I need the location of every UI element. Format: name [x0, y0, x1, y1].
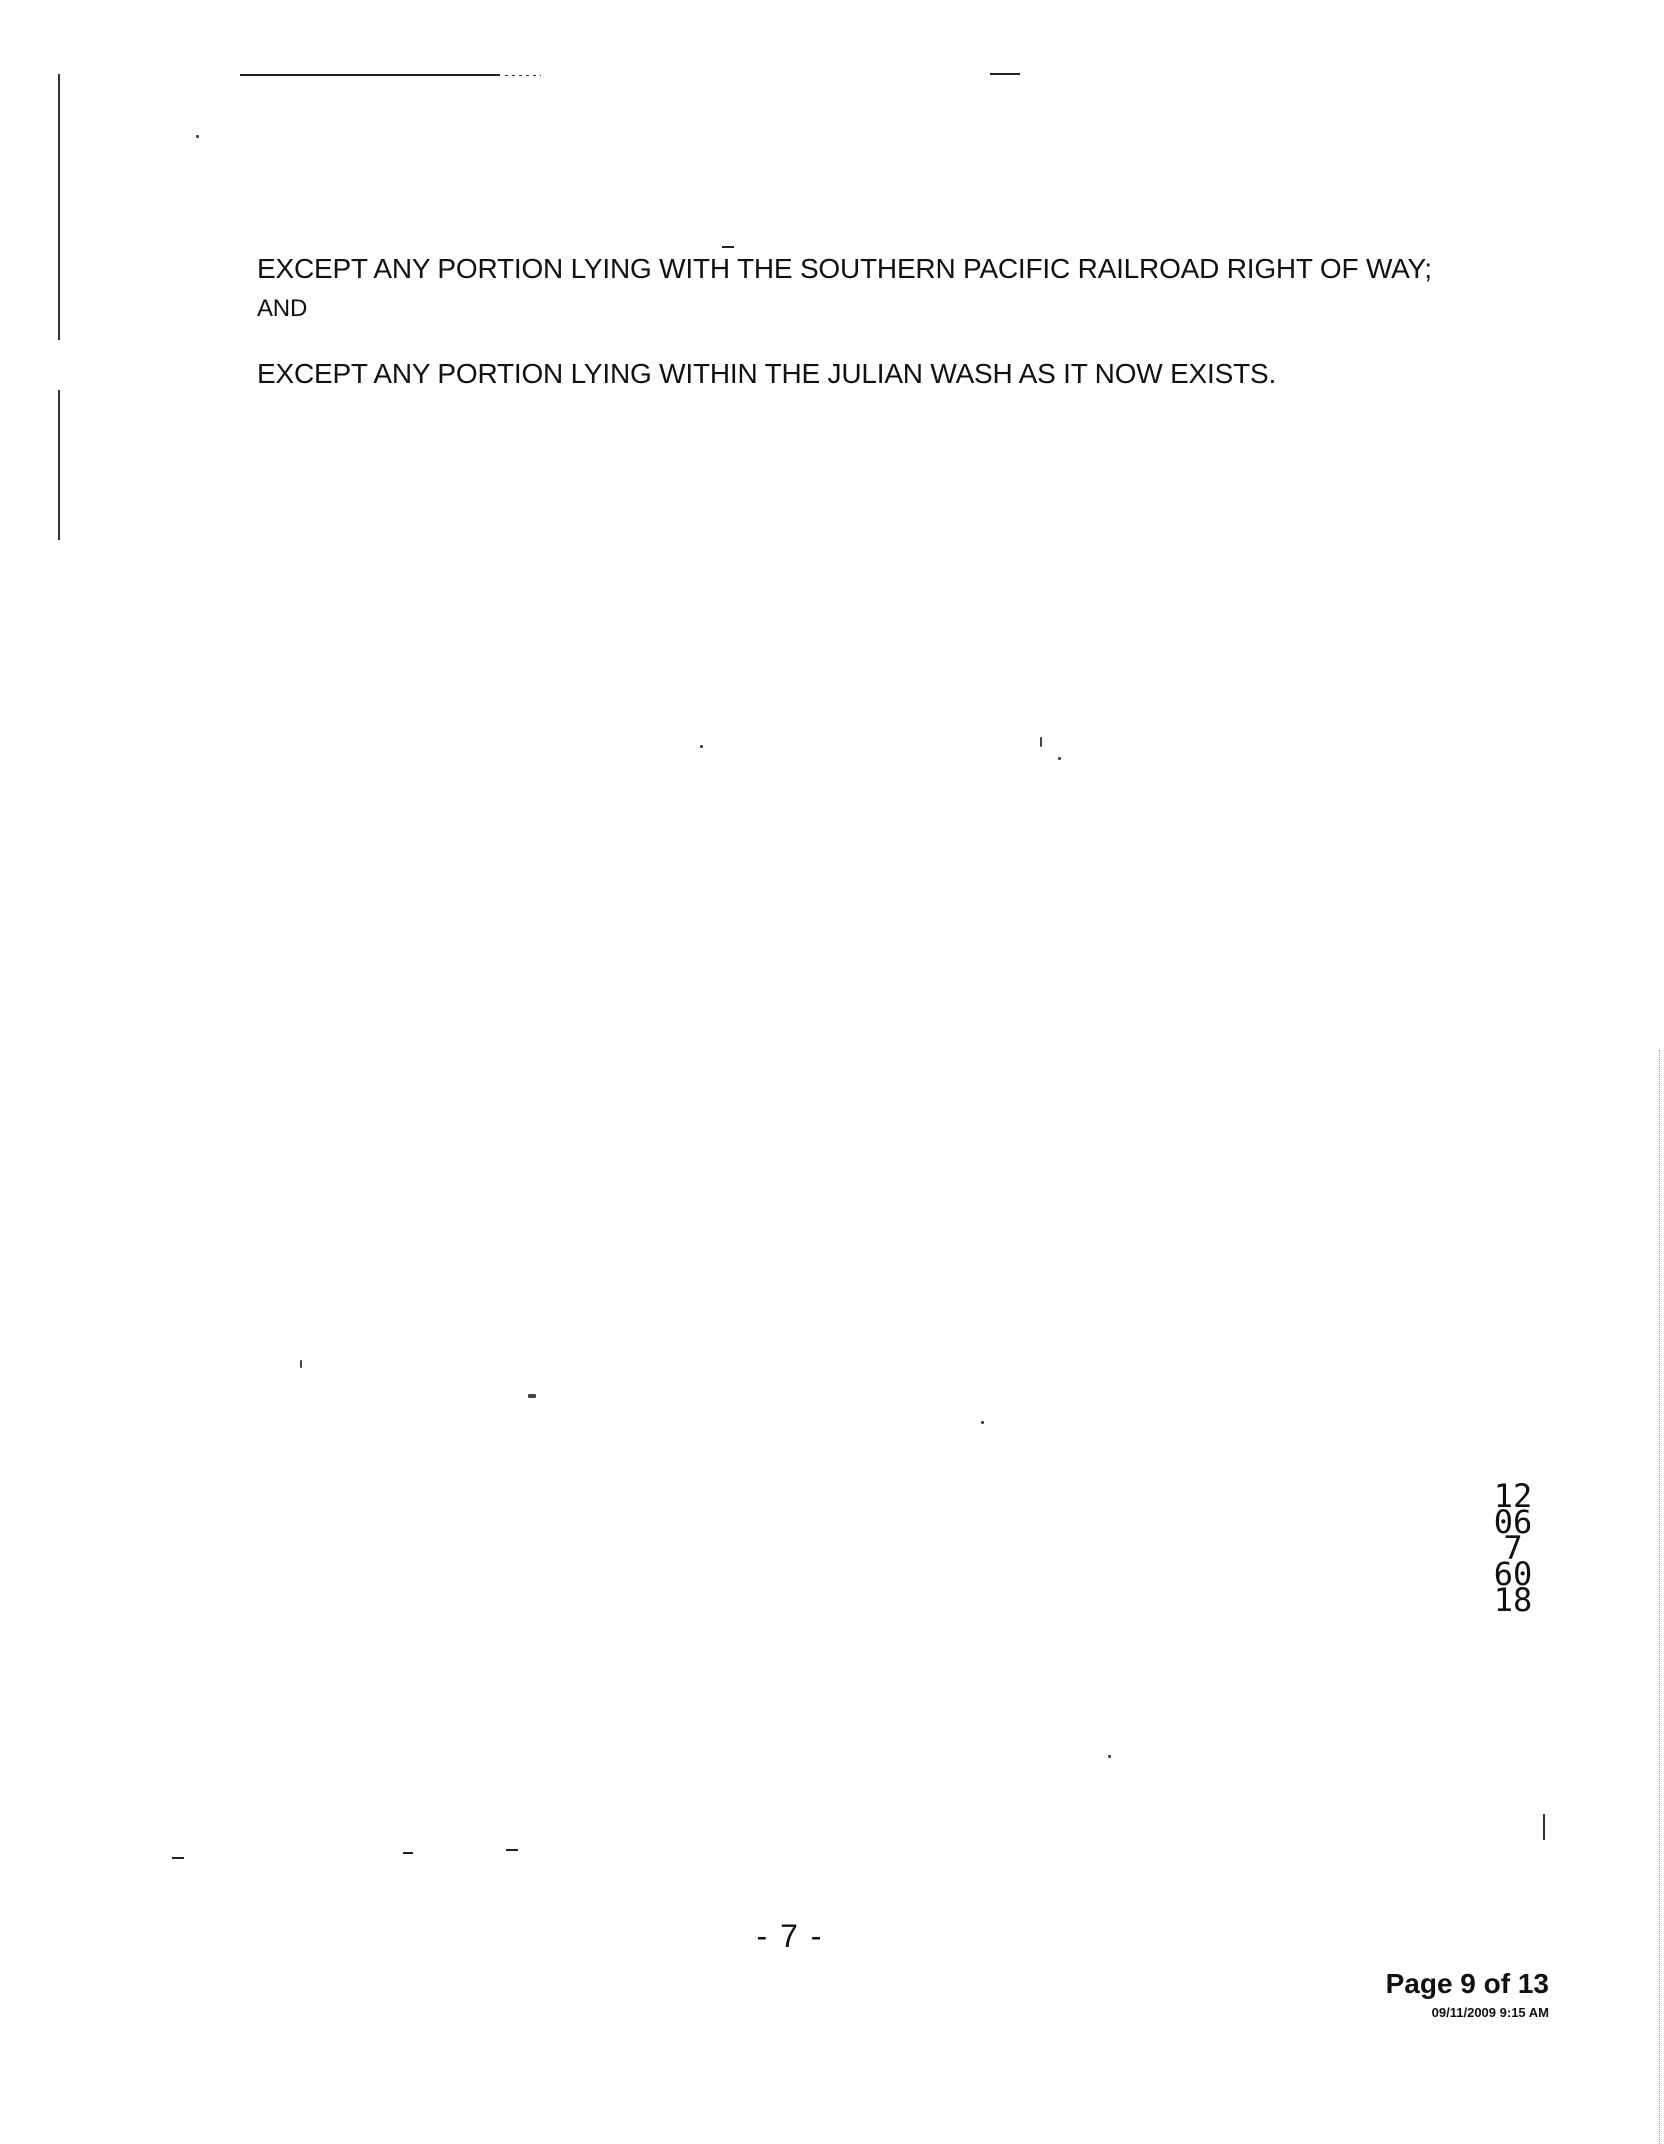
scan-speck	[700, 745, 703, 748]
paragraph-except-railroad	[257, 250, 1432, 288]
paragraph-2-text: EXCEPT ANY PORTION LYING WITHIN THE JULIAN WASH AS IT NOW EXISTS.	[257, 358, 1277, 389]
top-right-dash	[990, 73, 1020, 75]
recording-stamp-number: 12067 6018	[1493, 1477, 1533, 1619]
scan-speck	[196, 135, 199, 138]
bottom-dash	[403, 1852, 413, 1854]
left-margin-line	[58, 74, 60, 340]
top-rule-dots	[505, 75, 541, 76]
paragraph-1-line-1: EXCEPT ANY PORTION LYING WITH THE SOUTHERN PACIFIC RAILROAD RIGHT OF WAY;	[257, 253, 1432, 284]
paragraph-1-line-2: AND	[257, 295, 308, 322]
right-tick	[1543, 1814, 1545, 1840]
print-timestamp: 09/11/2009 9:15 AM	[1431, 2005, 1549, 2020]
paragraph-except-julian-wash	[257, 355, 1276, 393]
scan-speck	[1108, 1755, 1111, 1758]
scan-speck	[981, 1421, 984, 1424]
top-rule	[240, 74, 500, 76]
scan-edge	[1659, 1050, 1664, 2144]
scan-speck	[300, 1360, 302, 1368]
paragraph-except-railroad-continuation	[257, 290, 307, 328]
page-number: - 7 -	[756, 1918, 824, 1954]
bottom-dash	[506, 1849, 518, 1851]
left-margin-line-2	[58, 390, 60, 540]
text-mark	[722, 246, 734, 248]
scan-speck	[1058, 757, 1061, 760]
scan-speck	[528, 1394, 536, 1398]
bottom-dash	[172, 1857, 184, 1859]
page-of-total: Page 9 of 13	[1385, 1968, 1549, 1999]
scan-speck	[1040, 737, 1042, 747]
